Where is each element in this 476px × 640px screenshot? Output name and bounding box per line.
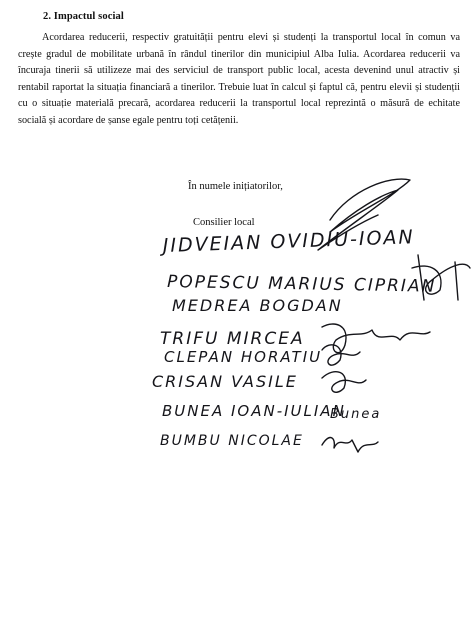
signature-text: Bunea [330,407,382,422]
signature-scribble [322,372,366,393]
councillor-label: Consilier local [193,217,255,228]
handwritten-name: BUMBU NICOLAE [160,433,304,449]
handwritten-name: BUNEA IOAN-IULIAN [162,402,346,420]
signature-scribble [322,438,378,452]
handwritten-name: MEDREA BOGDAN [172,296,343,315]
handwritten-name: CLEPAN HORATIU [164,348,323,366]
handwritten-name: TRIFU MIRCEA [160,329,305,349]
handwritten-name: CRISAN VASILE [152,372,298,391]
on-behalf-label: În numele inițiatorilor, [188,181,283,192]
section-heading: 2. Impactul social [43,11,124,22]
handwritten-name: POPESCU MARIUS CIPRIAN [166,272,437,297]
handwritten-name: JIDVEIAN OVIDIU-IOAN [162,226,416,257]
signature-scribble [322,324,430,353]
signature-scribble [322,345,360,365]
paragraph: Acordarea reducerii, respectiv gratuității pentru elevi și studenți la transportul local în comun va crește gradul de mobilitate urbană în rândul tinerilor din municipiul Alba Iulia. Acordarea reducerii va încuraja tinerii să utilizeze mai des serviciul de transport public local, acesta devenind unul atractiv și rentabil raportat la situația financiară a tinerilor. Trebuie luat în calcul și faptul că, pentru elevii și studenții cu o situație materială precară, acordarea reducerii la transportul local reprezintă o măsură de echitate socială și acordare de șanse egale pentru toți cetățenii. [18,32,460,126]
